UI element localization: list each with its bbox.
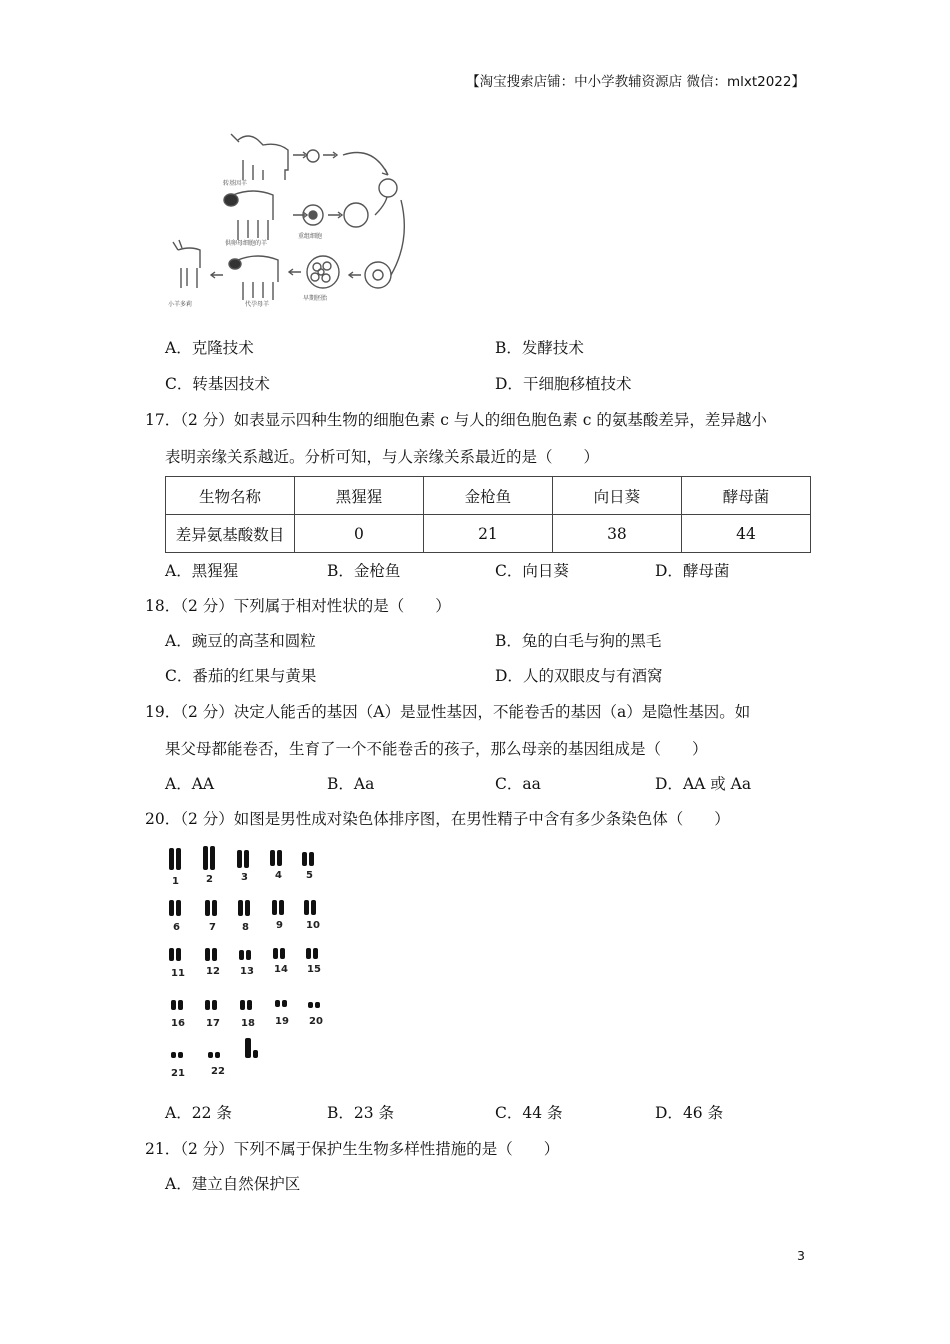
q19-option-c[interactable]: C．aa	[495, 775, 541, 793]
q18-option-d[interactable]: D．人的双眼皮与有酒窝	[495, 667, 663, 685]
q20-option-c[interactable]: C．44 条	[495, 1104, 563, 1122]
table-cell: 生物名称	[166, 477, 295, 515]
diagram-label: 小羊多莉	[168, 301, 193, 308]
q19-stem-line2: 果父母都能卷否，生育了一个不能卷舌的孩子，那么母亲的基因组成是（ ）	[165, 740, 708, 758]
diagram-label: 重组细胞	[298, 233, 323, 240]
q19-stem-line1: 19．（2 分）决定人能舌的基因（A）是显性基因，不能卷舌的基因（a）是隐性基因。如	[145, 703, 751, 721]
karyotype-label: 14	[274, 964, 288, 975]
karyotype-label: 12	[206, 966, 220, 977]
diagram-label: 转基因羊	[223, 180, 248, 187]
q19-option-b[interactable]: B．Aa	[327, 775, 375, 793]
q20-stem: 20．（2 分）如图是男性成对染色体排序图，在男性精子中含有多少条染色体（ ）	[145, 810, 730, 828]
diagram-label: 代孕母羊	[245, 301, 270, 308]
q20-option-a[interactable]: A．22 条	[165, 1104, 232, 1122]
karyotype-label: 19	[275, 1016, 289, 1027]
table-row	[166, 515, 811, 553]
karyotype-label: 22	[211, 1066, 225, 1077]
karyotype-label: 2	[206, 874, 213, 885]
karyotype-label: 9	[276, 920, 283, 931]
karyotype-label: 10	[306, 920, 320, 931]
q17-table	[165, 476, 811, 553]
diagram-label: 早期胚胎	[303, 295, 328, 302]
table-cell: 0	[294, 515, 423, 553]
karyotype-label: 20	[309, 1016, 323, 1027]
karyotype-label: 16	[171, 1018, 185, 1029]
karyotype-label: 15	[307, 964, 321, 975]
karyotype-label: 18	[241, 1018, 255, 1029]
q16-option-a[interactable]: A．克隆技术	[165, 339, 254, 357]
table-cell: 差异氨基酸数目	[166, 515, 295, 553]
table-cell: 38	[552, 515, 681, 553]
page-header: 【淘宝搜索店铺：中小学教辅资源店 微信：mlxt2022】	[466, 74, 805, 90]
q17-stem-line1: 17．（2 分）如表显示四种生物的细胞色素 c 与人的细色胞色素 c 的氨基酸差异，差异越小	[145, 411, 767, 429]
karyotype-label: 11	[171, 968, 185, 979]
karyotype-label: 17	[206, 1018, 220, 1029]
karyotype-label: 3	[241, 872, 248, 883]
karyotype-label: 21	[171, 1068, 185, 1079]
karyotype-label: 6	[173, 922, 180, 933]
karyotype-figure	[163, 842, 338, 1082]
q16-option-b[interactable]: B．发酵技术	[495, 339, 584, 357]
karyotype-label: 4	[275, 870, 282, 881]
q21-option-a[interactable]: A．建立自然保护区	[165, 1175, 301, 1193]
q18-option-c[interactable]: C．番茄的红果与黄果	[165, 667, 317, 685]
diagram-label: 供卵母细胞的羊	[225, 240, 268, 247]
q17-option-d[interactable]: D．酵母菌	[655, 562, 730, 580]
table-row	[166, 477, 811, 515]
table-cell: 向日葵	[552, 477, 681, 515]
karyotype-label: 5	[306, 870, 313, 881]
table-cell: 黑猩猩	[294, 477, 423, 515]
table-cell: 21	[423, 515, 552, 553]
page-number: 3	[797, 1248, 805, 1263]
cloning-diagram	[163, 120, 413, 310]
table-cell: 酵母菌	[681, 477, 810, 515]
q18-option-b[interactable]: B．兔的白毛与狗的黑毛	[495, 632, 662, 650]
q17-option-b[interactable]: B．金枪鱼	[327, 562, 401, 580]
table-cell: 44	[681, 515, 810, 553]
q19-option-a[interactable]: A．AA	[165, 775, 215, 793]
q18-option-a[interactable]: A．豌豆的高茎和圆粒	[165, 632, 316, 650]
karyotype-label: 13	[240, 966, 254, 977]
q18-stem: 18．（2 分）下列属于相对性状的是（ ）	[145, 597, 451, 615]
q16-option-c[interactable]: C．转基因技术	[165, 375, 270, 393]
q21-stem: 21．（2 分）下列不属于保护生生物多样性措施的是（ ）	[145, 1140, 560, 1158]
q16-option-d[interactable]: D．干细胞移植技术	[495, 375, 632, 393]
q20-option-b[interactable]: B．23 条	[327, 1104, 395, 1122]
q19-option-d[interactable]: D．AA 或 Aa	[655, 775, 752, 793]
q17-option-a[interactable]: A．黑猩猩	[165, 562, 239, 580]
karyotype-label: 8	[242, 922, 249, 933]
q17-stem-line2: 表明亲缘关系越近。分析可知，与人亲缘关系最近的是（ ）	[165, 448, 600, 466]
table-cell: 金枪鱼	[423, 477, 552, 515]
karyotype-label: 7	[209, 922, 216, 933]
q20-option-d[interactable]: D．46 条	[655, 1104, 724, 1122]
karyotype-label: 1	[172, 876, 179, 887]
q17-option-c[interactable]: C．向日葵	[495, 562, 569, 580]
